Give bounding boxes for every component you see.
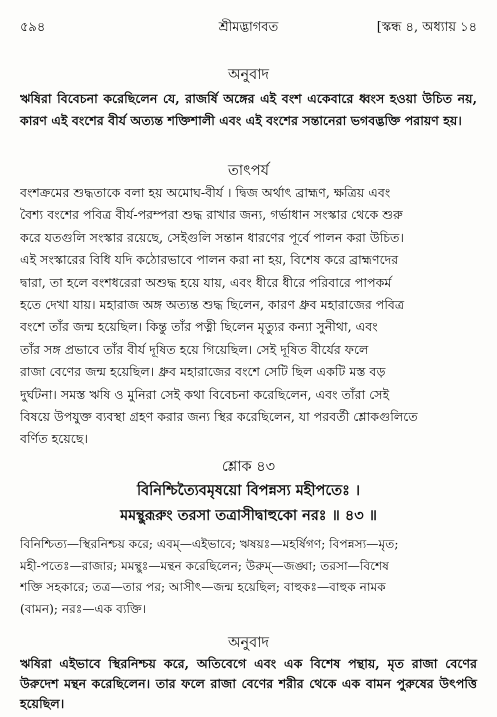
purport-line: বংশে তাঁর জন্ম হয়েছিল। কিন্তু তাঁর পত্নী ছিলেন মৃত্যুর কন্যা সুনীথা, এবং bbox=[20, 319, 378, 335]
page-header bbox=[20, 18, 477, 40]
translation-heading: অনুবাদ bbox=[227, 67, 270, 83]
verse-heading: শ্লোক ৪৩ bbox=[221, 459, 276, 475]
synonyms-line: বিনিশ্চিত্য—স্থিরনিশ্চয় করে; এবম্—এইভাবে; ঋষয়ঃ—মহর্ষিগণ; বিপন্নস্য—মৃত; bbox=[20, 537, 399, 551]
purport-line: রাজা বেণের জন্ম হয়েছিল। ধ্রুব মহারাজের বংশে সেটি ছিল একটি মস্ত বড় bbox=[20, 364, 386, 380]
purport-text bbox=[20, 182, 477, 451]
verse-text bbox=[20, 478, 477, 528]
purport-line: বিষয়ে উপযুক্ত ব্যবস্থা গ্রহণ করার জন্য স্থির করেছিলেন, যা পরবর্তী শ্লোকগুলিতে bbox=[20, 409, 418, 425]
book-title: শ্রীমদ্ভাগবত bbox=[218, 20, 279, 35]
purport-line: হতে দেখা যায়। মহারাজ অঙ্গ অত্যন্ত শুদ্ধ ছিলেন, কারণ ধ্রুব মহারাজের পবিত্র bbox=[20, 297, 405, 313]
verse-line-2: মমন্থুরূরুং তরসা তত্রাসীদ্বাহুকো নরঃ ॥ ৪৩ ॥ bbox=[120, 507, 377, 524]
purport-line: বৈশ্য বংশের পবিত্র বীর্য-পরম্পরা শুদ্ধ রাখার জন্য, গর্ভাধান সংস্কার থেকে শুরু bbox=[20, 207, 403, 223]
purport-line: তাঁর সঙ্গ প্রভাবে তাঁর বীর্য দূষিত হয়ে গিয়েছিল। সেই দূষিত বীর্যের ফলে bbox=[20, 341, 369, 357]
synonyms-line: শক্তি সহকারে; তত্র—তার পর; আসীৎ—জন্ম হয়েছিল; বাহুকঃ—বাহুক নামক bbox=[20, 580, 386, 594]
purport-line: বর্ণিত হয়েছে। bbox=[20, 431, 88, 447]
translation2-text: ঋষিরা এইভাবে স্থিরনিশ্চয় করে, অতিবেগে এবং এক বিশেষ পন্থায়, মৃত রাজা বেণের উরুদেশ মন্থন করেছিলেন। তার ফলে রাজা বেণের শরীর থেকে এক বামন পুরুষের উৎপত্তি হয়েছিল। bbox=[20, 656, 477, 711]
section-reference: [স্কন্ধ ৪, অধ্যায় ১৪ bbox=[376, 20, 477, 35]
synonyms bbox=[20, 534, 477, 620]
verse-line-1: বিনিশ্চিত্যৈবমৃষয়ো বিপন্নস্য মহীপতেঃ । bbox=[136, 482, 361, 499]
synonyms-line: (বামন); নরঃ—এক ব্যক্তি। bbox=[20, 601, 147, 616]
synonyms-line: মহী-পতেঃ—রাজার; মমন্থুঃ—মন্থন করেছিলেন; উরুম্—জঙ্ঘা; তরসা—বিশেষ bbox=[20, 558, 389, 573]
purport-line: এই সংস্কারের বিধি যদি কঠোরভাবে পালন করা না হয়, বিশেষ করে ব্রাহ্মণদের bbox=[20, 252, 399, 268]
translation-text: ঋষিরা বিবেচনা করেছিলেন যে, রাজর্ষি অঙ্গের এই বংশ একেবারে ধ্বংস হওয়া উচিত নয়, কারণ এই বংশের বীর্য অত্যন্ত শক্তিশালী এবং এই বংশের সন্তানেরা ভগবদ্ভক্তি পরায়ণ হয়। bbox=[20, 91, 477, 129]
purport-line: দ্বারা, তা হলে বংশধরেরা অশুদ্ধ হয়ে যায়, এবং ধীরে ধীরে পরিবারে পাপকর্ম bbox=[20, 274, 392, 290]
translation2-heading: অনুবাদ bbox=[227, 635, 270, 651]
page-number: ৫৯৪ bbox=[20, 20, 46, 35]
purport-heading: তাৎপর্য bbox=[227, 163, 270, 179]
purport-line: দুর্ঘটনা। সমস্ত ঋষি ও মুনিরা সেই কথা বিবেচনা করেছিলেন, এবং তাঁরা সেই bbox=[20, 386, 390, 402]
purport-line: বংশক্রমের শুদ্ধতাকে বলা হয় অমোঘ-বীর্য । দ্বিজ অর্থাৎ ব্রাহ্মণ, ক্ষত্রিয় এবং bbox=[20, 185, 391, 200]
purport-line: করে যতগুলি সংস্কার রয়েছে, সেইগুলি সন্তান ধারণের পূর্বে পালন করা উচিত। bbox=[20, 229, 404, 245]
